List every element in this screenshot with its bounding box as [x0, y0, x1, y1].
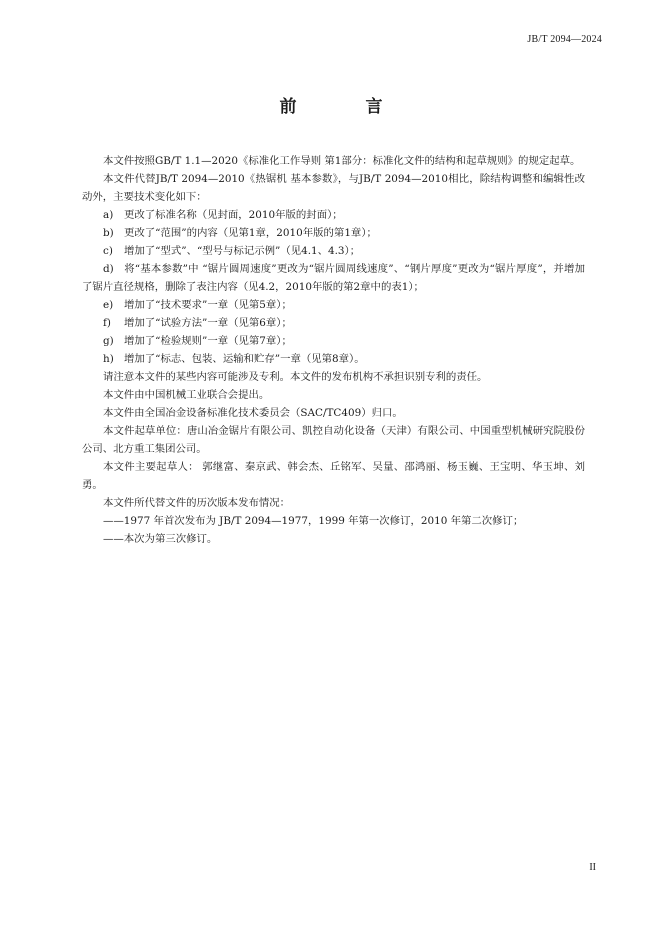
change-marker: c)	[103, 245, 113, 257]
paragraph-proposed-by: 本文件由中国机械工业联合会提出。	[103, 389, 270, 401]
paragraph-technical-committee: 本文件由全国冶金设备标准化技术委员会（SAC/TC409）归口。	[103, 407, 403, 419]
page-number: II	[589, 862, 596, 873]
paragraph-replaces: 本文件代替JB/T 2094—2010《热锯机 基本参数》，与JB/T 2094—2010相比，除结构调整和编辑性改动外，主要技术变化如下：	[82, 173, 585, 203]
change-item	[82, 332, 585, 350]
change-item	[82, 242, 585, 260]
paragraph-drafters: 本文件主要起草人： 郭继富、秦京武、韩会杰、丘铭军、吴量、邵鸿丽、杨玉巍、王宝明、华玉坤、刘勇。	[82, 461, 585, 491]
foreword-body	[82, 152, 585, 548]
change-item	[82, 260, 585, 296]
paragraph-drafting-units: 本文件起草单位：唐山冶金锯片有限公司、凯控自动化设备（天津）有限公司、中国重型机械研究院股份公司、北方重工集团公司。	[82, 425, 585, 455]
document-code: JB/T 2094—2024	[527, 34, 602, 45]
change-text: 更改了“范围”的内容（见第1章，2010年版的第1章）；	[124, 227, 377, 239]
change-text: 将“基本参数”中 “锯片圆周速度”更改为“锯片圆周线速度”、“钢片厚度”更改为“锯片厚度”，并增加了锯片直径规格，删除了表注内容（见4.2，2010年版的第2章中的表1）；	[82, 263, 585, 293]
change-item	[82, 296, 585, 314]
paragraph-patent-notice: 请注意本文件的某些内容可能涉及专利。本文件的发布机构不承担识别专利的责任。	[103, 371, 488, 383]
change-item	[82, 314, 585, 332]
change-marker: f)	[103, 317, 111, 329]
page-title: 前 言	[279, 97, 409, 117]
change-marker: g)	[103, 335, 114, 347]
change-marker: b)	[103, 227, 114, 239]
change-marker: h)	[103, 353, 114, 365]
paragraph-drafting-rules: 本文件按照GB/T 1.1—2020《标准化工作导则 第1部分：标准化文件的结构和起草规则》的规定起草。	[103, 155, 581, 167]
change-marker: e)	[103, 299, 114, 311]
change-marker: a)	[103, 209, 114, 221]
change-item	[82, 206, 585, 224]
change-item	[82, 224, 585, 242]
paragraph-history-first: ——1977 年首次发布为 JB/T 2094—1977，1999 年第一次修订，2010 年第二次修订；	[103, 515, 524, 527]
change-text: 增加了“技术要求”一章（见第5章）；	[124, 299, 292, 311]
change-text: 增加了“检验规则”一章（见第7章）；	[124, 335, 292, 347]
change-marker: d)	[103, 263, 114, 275]
change-text: 增加了“标志、包装、运输和贮存”一章（见第8章）。	[124, 353, 365, 365]
change-item	[82, 350, 585, 368]
change-text: 更改了标准名称（见封面，2010年版的封面）；	[124, 209, 343, 221]
change-text: 增加了“试验方法”一章（见第6章）；	[124, 317, 292, 329]
change-text: 增加了“型式”、“型号与标记示例”（见4.1、4.3）；	[124, 245, 361, 257]
paragraph-history-current: ——本次为第三次修订。	[103, 533, 218, 545]
paragraph-history-intro: 本文件所代替文件的历次版本发布情况：	[103, 497, 291, 509]
